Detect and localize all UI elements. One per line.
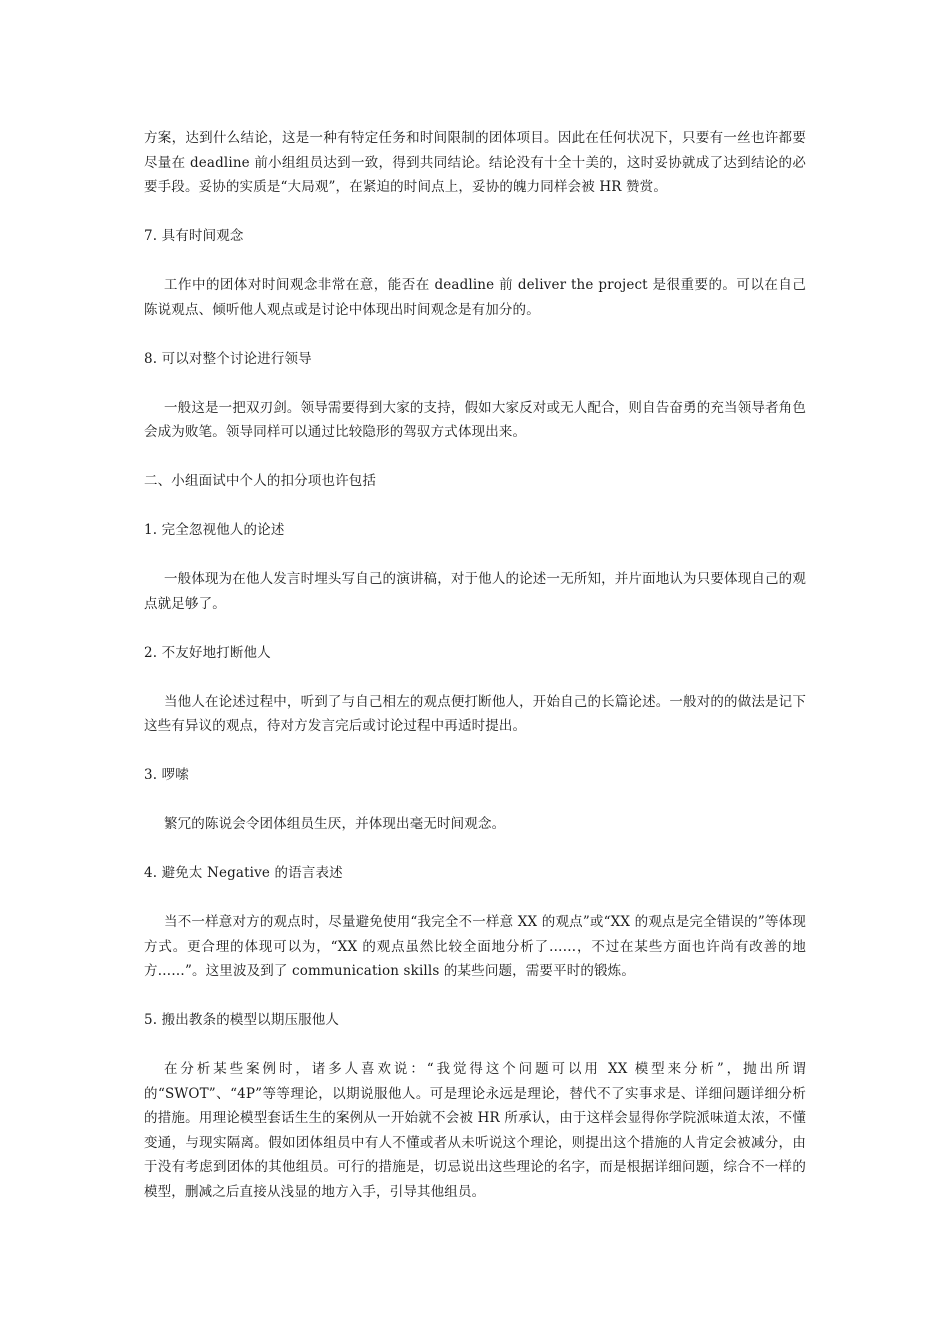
spacer bbox=[144, 739, 806, 764]
spacer bbox=[144, 494, 806, 519]
spacer bbox=[144, 200, 806, 225]
spacer bbox=[144, 371, 806, 396]
heading-dogmatic-models: 5. 搬出教条的模型以期压服他人 bbox=[144, 1012, 340, 1028]
heading-verbose: 3. 啰嗦 bbox=[144, 767, 189, 783]
paragraph-time-awareness: 工作中的团体对时间观念非常在意，能否在 deadline 前 deliver the project 是很重要的。可以在自己陈说观点、倾听他人观点或是讨论中体现出时间观念是有加分的。 bbox=[144, 277, 806, 318]
spacer bbox=[144, 1033, 806, 1058]
spacer bbox=[144, 665, 806, 690]
paragraph-leadership: 一般这是一把双刃剑。领导需要得到大家的支持，假如大家反对或无人配合，则自告奋勇的充当领导者角色会成为败笔。领导同样可以通过比较隐形的驾驭方式体现出来。 bbox=[144, 399, 806, 440]
paragraph-compromise: 方案，达到什么结论，这是一种有特定任务和时间限制的团体项目。因此在任何状况下，只要有一丝也许都要尽量在 deadline 前小组组员达到一致，得到共同结论。结论没有十全十美的，这时妥协就成了达到结论的必要手段。妥协的实质是“大局观”，在紧迫的时间点上，妥协的魄力同样会被 HR 赞赏。 bbox=[144, 130, 806, 195]
document-page bbox=[144, 126, 806, 1204]
paragraph-interrupt: 当他人在论述过程中，听到了与自己相左的观点便打断他人，开始自己的长篇论述。一般对的的做法是记下这些有异议的观点，待对方发言完后或讨论过程中再适时提出。 bbox=[144, 693, 806, 734]
heading-leadership: 8. 可以对整个讨论进行领导 bbox=[144, 350, 312, 367]
heading-interrupt: 2. 不友好地打断他人 bbox=[144, 644, 271, 661]
paragraph-dogmatic-models: 在分析某些案例时，诸多人喜欢说：“我觉得这个问题可以用 XX 模型来分析”，抛出所谓的“SWOT”、“4P”等等理论，以期说服他人。可是理论永远是理论，替代不了实事求是、详细问题详细分析的措施。用理论模型套话生生的案例从一开始就不会被 HR 所承认，由于这样会显得你学院派味道太浓，不懂变通，与现实隔离。假如团体组员中有人不懂或者从未听说这个理论，则提出这个措施的人肯定会被减分，由于没有考虑到团体的其他组员。可行的措施是，切忌说出这些理论的名字，而是根据详细问题，综合不一样的模型，删减之后直接从浅显的地方入手，引导其他组员。 bbox=[144, 1061, 806, 1200]
paragraph-negative-language: 当不一样意对方的观点时，尽量避免使用“我完全不一样意 XX 的观点”或“XX 的观点是完全错误的”等体现方式。更合理的体现可以为，“XX 的观点虽然比较全面地分析了……，不过在某些方面也许尚有改善的地方……”。这里波及到了 communication skills 的某些问题，需要平时的锻炼。 bbox=[144, 914, 806, 979]
spacer bbox=[144, 837, 806, 862]
spacer bbox=[144, 886, 806, 911]
spacer bbox=[144, 543, 806, 568]
spacer bbox=[144, 445, 806, 470]
heading-time-awareness: 7. 具有时间观念 bbox=[144, 228, 244, 244]
spacer bbox=[144, 322, 806, 347]
paragraph-ignore-others: 一般体现为在他人发言时埋头写自己的演讲稿，对于他人的论述一无所知，并片面地认为只要体现自己的观点就足够了。 bbox=[144, 571, 806, 612]
spacer bbox=[144, 616, 806, 641]
paragraph-verbose: 繁冗的陈说会令团体组员生厌，并体现出毫无时间观念。 bbox=[164, 816, 506, 832]
spacer bbox=[144, 249, 806, 274]
spacer bbox=[144, 984, 806, 1009]
heading-negative-language: 4. 避免太 Negative 的语言表述 bbox=[144, 865, 343, 881]
heading-ignore-others: 1. 完全忽视他人的论述 bbox=[144, 522, 285, 538]
spacer bbox=[144, 788, 806, 813]
section-heading-deductions: 二、小组面试中个人的扣分项也许包括 bbox=[144, 473, 377, 489]
